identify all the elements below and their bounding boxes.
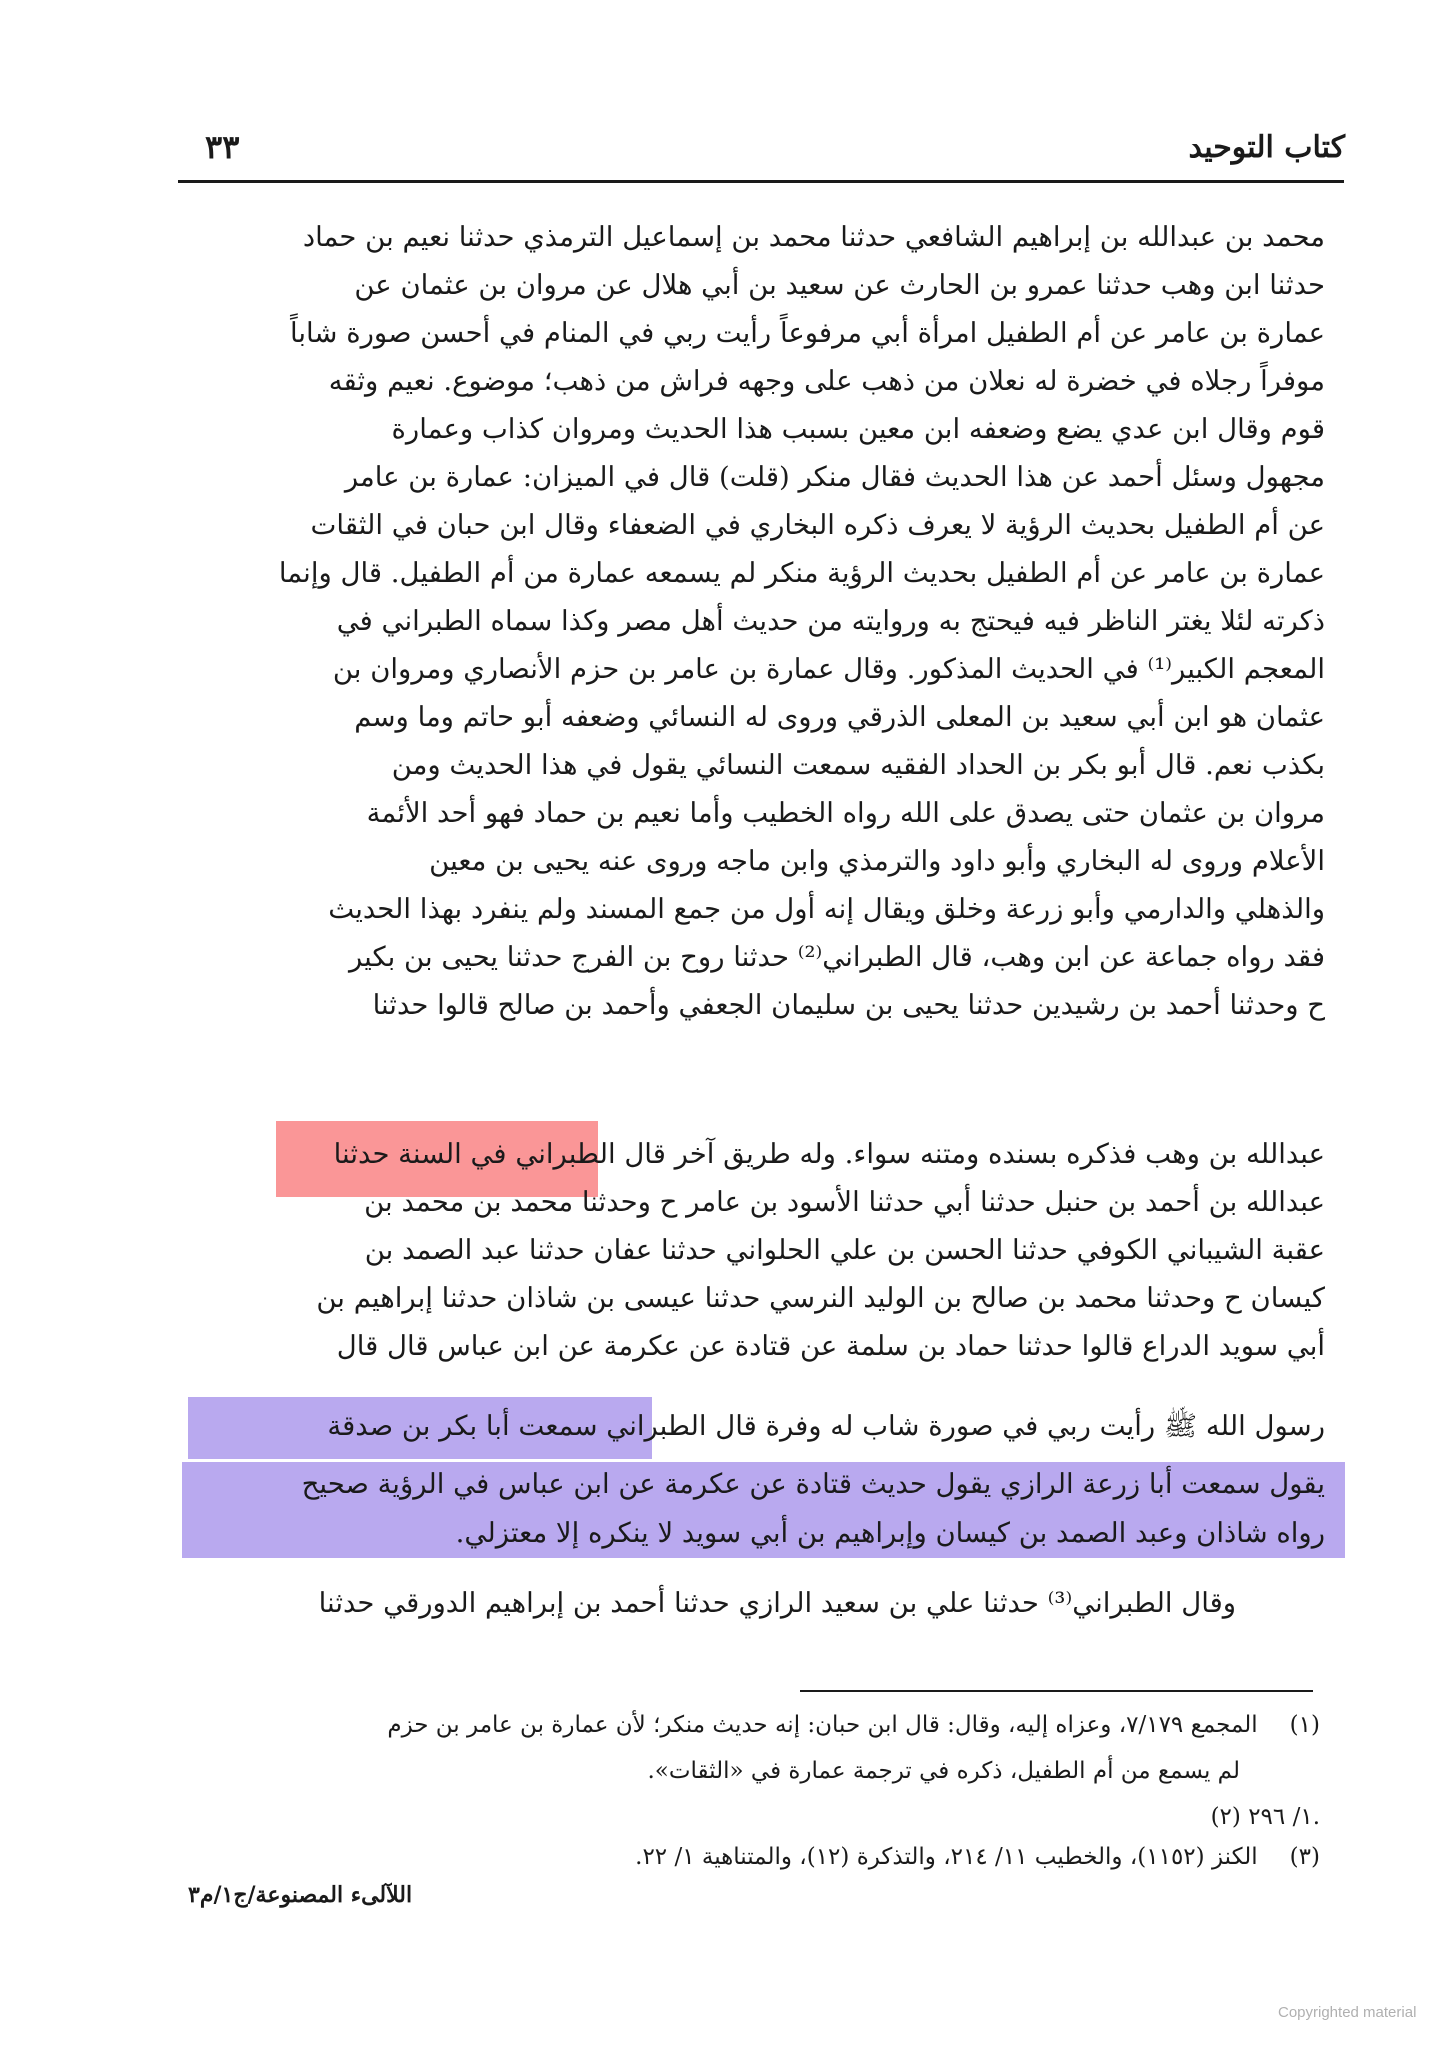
text-line: عبدالله بن أحمد بن حنبل حدثنا أبي حدثنا الأسود بن عامر ح وحدثنا محمد بن محمد بن xyxy=(364,1186,1325,1218)
footnote-1 xyxy=(387,1706,1320,1744)
footnote-3 xyxy=(635,1838,1320,1876)
text-line: الأعلام وروى له البخاري وأبو داود والترمذي وابن ماجه وروى عنه يحيى بن معين xyxy=(429,845,1325,877)
header-rule xyxy=(178,180,1344,183)
text-line: محمد بن عبدالله بن إبراهيم الشافعي حدثنا محمد بن إسماعيل الترمذي حدثنا نعيم بن حماد xyxy=(302,221,1325,253)
text-line: أبي سويد الدراع قالوا حدثنا حماد بن سلمة عن قتادة عن عكرمة عن ابن عباس قال قال xyxy=(336,1330,1325,1362)
text-line: مجهول وسئل أحمد عن هذا الحديث فقال منكر (قلت) قال في الميزان: عمارة بن عامر xyxy=(344,461,1325,493)
text-line: رواه شاذان وعبد الصمد بن كيسان وإبراهيم بن أبي سويد لا ينكره إلا معتزلي. xyxy=(455,1517,1325,1549)
text-line: مروان بن عثمان حتى يصدق على الله رواه الخطيب وأما نعيم بن حماد فهو أحد الأئمة xyxy=(366,797,1325,829)
text-line: كيسان ح وحدثنا محمد بن صالح بن الوليد النرسي حدثنا عيسى بن شاذان حدثنا إبراهيم بن xyxy=(316,1282,1325,1314)
footnote-2 xyxy=(1186,1798,1320,1836)
copyright-watermark: Copyrighted material xyxy=(1278,2004,1417,2021)
text-line: موفراً رجلاه في خضرة له نعلان من ذهب على وجهه فراش من ذهب؛ موضوع. نعيم وثقه xyxy=(328,365,1325,397)
text-line: عمارة بن عامر عن أم الطفيل بحديث الرؤية منكر لم يسمعه عمارة من أم الطفيل. قال وإنما xyxy=(278,557,1325,589)
printer-signature: اللآلىء المصنوعة/ج١/م٣ xyxy=(188,1882,413,1908)
text-line: رسول الله ﷺ رأيت ربي في صورة شاب له وفرة قال الطبراني سمعت أبا بكر بن صدقة xyxy=(327,1410,1325,1442)
text-line: قوم وقال ابن عدي يضع وضعفه ابن معين بسبب هذا الحديث ومروان كذاب وعمارة xyxy=(391,413,1325,445)
footnote-text: لم يسمع من أم الطفيل، ذكره في ترجمة عمارة في «الثقات». xyxy=(647,1758,1240,1784)
text-line: عقبة الشيباني الكوفي حدثنا الحسن بن علي الحلواني حدثنا عفان حدثنا عبد الصمد بن xyxy=(364,1234,1325,1266)
footnote-number: (١) xyxy=(1289,1712,1320,1738)
text-line: عمارة بن عامر عن أم الطفيل امرأة أبي مرفوعاً رأيت ربي في المنام في أحسن صورة شاباً xyxy=(290,317,1325,349)
footnote-number: (٢) xyxy=(1210,1804,1241,1830)
footnote-text: ١/ ٢٩٦. xyxy=(1248,1804,1320,1830)
footnote-text: المجمع ٧/١٧٩، وعزاه إليه، وقال: قال ابن حبان: إنه حديث منكر؛ لأن عمارة بن عامر بن حزم xyxy=(387,1712,1258,1738)
footnote-rule xyxy=(800,1690,1313,1692)
footnote-1-continued xyxy=(648,1752,1241,1790)
text-line: والذهلي والدارمي وأبو زرعة وخلق ويقال إنه أول من جمع المسند ولم ينفرد بهذا الحديث xyxy=(328,893,1325,925)
text-line: بكذب نعم. قال أبو بكر بن الحداد الفقيه سمعت النسائي يقول في هذا الحديث ومن xyxy=(391,749,1325,781)
text-line: ذكرته لئلا يغتر الناظر فيه فيحتج به وروايته من حديث أهل مصر وكذا سماه الطبراني في xyxy=(336,605,1325,637)
text-line: وقال الطبراني⁽³⁾ حدثنا علي بن سعيد الرازي حدثنا أحمد بن إبراهيم الدورقي حدثنا xyxy=(318,1587,1236,1619)
text-line: ح وحدثنا أحمد بن رشيدين حدثنا يحيى بن سليمان الجعفي وأحمد بن صالح قالوا حدثنا xyxy=(372,989,1325,1021)
text-line: عن أم الطفيل بحديث الرؤية لا يعرف ذكره البخاري في الضعفاء وقال ابن حبان في الثقات xyxy=(310,509,1325,541)
text-line: فقد رواه جماعة عن ابن وهب، قال الطبراني⁽²⁾ حدثنا روح بن الفرج حدثنا يحيى بن بكير xyxy=(348,941,1325,973)
text-line: المعجم الكبير⁽¹⁾ في الحديث المذكور. وقال عمارة بن عامر بن حزم الأنصاري ومروان بن xyxy=(332,653,1325,685)
text-line: يقول سمعت أبا زرعة الرازي يقول حديث قتادة عن عكرمة عن ابن عباس في الرؤية صحيح xyxy=(301,1468,1325,1500)
footnote-text: الكنز (١١٥٢)، والخطيب ١١/ ٢١٤، والتذكرة (١٢)، والمتناهية ١/ ٢٢. xyxy=(635,1844,1258,1870)
page-number: ٣٣ xyxy=(205,128,240,166)
text-line: حدثنا ابن وهب حدثنا عمرو بن الحارث عن سعيد بن أبي هلال عن مروان بن عثمان عن xyxy=(354,269,1325,301)
text-line: عثمان هو ابن أبي سعيد بن المعلى الذرقي وروى له النسائي وضعفه أبو حاتم وما وسم xyxy=(354,701,1325,733)
running-head-title: كتاب التوحيد xyxy=(1188,130,1345,165)
footnote-number: (٣) xyxy=(1289,1844,1320,1870)
text-line: عبدالله بن وهب فذكره بسنده ومتنه سواء. وله طريق آخر قال الطبراني في السنة حدثنا xyxy=(333,1138,1325,1170)
